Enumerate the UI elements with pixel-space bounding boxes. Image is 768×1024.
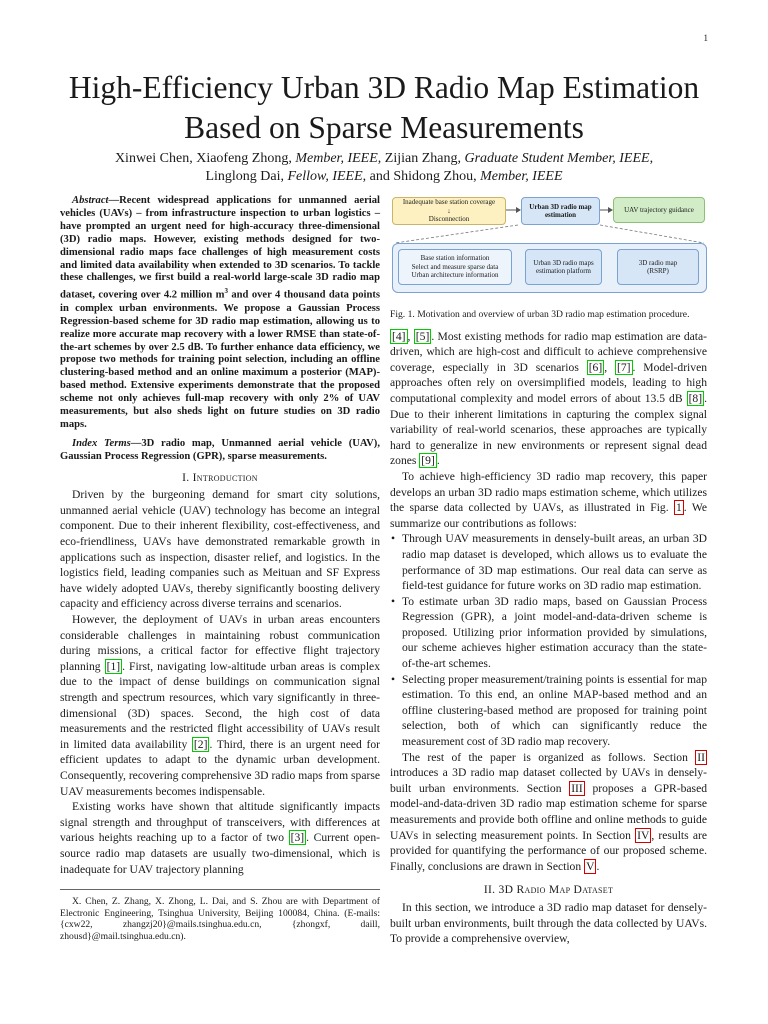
right-column <box>390 195 707 947</box>
citation-link[interactable]: [4] <box>392 329 406 343</box>
author-title: Graduate Student Member, IEEE <box>464 151 650 166</box>
section-link[interactable]: II <box>697 750 705 764</box>
figure-caption: Fig. 1. Motivation and overview of urban 3D radio map estimation procedure. <box>390 309 690 320</box>
title-line-2: Based on Sparse Measurements <box>184 110 584 145</box>
paragraph: In this section, we introduce a 3D radio map dataset for densely-built urban environments, built through the data collected by UAVs. To provide a comprehensive overview, <box>390 900 707 946</box>
authors-line-2 <box>40 168 728 186</box>
citation-link[interactable]: [7] <box>616 360 631 374</box>
citation-link[interactable]: [5] <box>415 329 430 343</box>
text: . Due to their inherent limitations in capturing the complex signal variability of real-world scenarios, these approaches are typically hard to generalize in new environments or represent signal dead zones <box>390 391 707 468</box>
text: However, the deployment of UAVs in urban areas encounters considerable challenges in maintaining robust communication during missions, a critical factor for effective flight trajectory planning <box>60 613 380 673</box>
citation-link[interactable]: [2] <box>193 737 208 751</box>
figure-1-diagram <box>390 195 707 305</box>
authors-line-1 <box>40 150 728 168</box>
box-text: Urban architecture information <box>411 271 499 280</box>
down-arrow-icon: ↓ <box>447 206 451 215</box>
box-text: 3D radio map <box>638 258 678 267</box>
authors-text: , Zijian Zhang, <box>377 151 465 166</box>
paragraph: [4] , [5] . Most existing methods for radio map estimation are data-driven, which are high-cost and difficult to achieve comprehensive coverage, especially in 3D scenarios [6] , [7] . Model-driven approaches often rely on oversimplified models, leading to high computational complexity and model errors of about 13.5 dB [8] . Due to their inherent limitations in capturing the complex signal variability of real-world scenarios, these approaches are typically hard to generalize in new environments or represent signal dead zones [9] . <box>390 329 708 468</box>
text: Existing works have shown that altitude significantly impacts signal strength and throughput of transceivers, with differences at various heights reaching up to a factor of two <box>60 800 380 845</box>
box-trajectory <box>613 197 705 223</box>
paragraph: Driven by the burgeoning demand for smart city solutions, unmanned aerial vehicle (UAV) technology has become an integral component. Due to their inherent flexibility, cost-effectiveness, and eco-friendliness, UAVs have demonstrated remarkable growth in applications such as inspection, disaster relief, and logistics. In the logistics field, leading companies such as Meituan and SF Express have widely adopted UAVs, thereby significantly boosting delivery capacity and efficiency across diverse terrains and scenarios. <box>60 488 380 611</box>
text: . Third, there is an urgent need for efficient updates to adapt to the dynamic urban development. Consequently, recovering comprehensive 3D radio maps from sparse UAV measurements becomes indispensable. <box>60 737 380 798</box>
box-text: Urban 3D radio maps estimation platform <box>533 258 594 275</box>
box-platform <box>525 249 602 285</box>
paragraph <box>60 799 380 877</box>
affiliation-footnote: X. Chen, Z. Zhang, X. Zhong, L. Dai, and S. Zhou are with Department of Electronic Engineering, Tsinghua University, Beijing 100084, China. (E-mails: {cxw22, zhangzj20}@mails.tsinghua.edu.cn, {zhongxf, daill, zhousd}@mail.tsinghua.edu.cn). <box>60 889 380 942</box>
abstract-text: and over 4 thousand data points in complex urban environments. We propose a Gaussian Process Regression-based scheme for 3D radio map estimation, allowing us to realize more accurate map recovery with a lower RMSE than state-of-the-art schemes by over 2.5 dB. To further enhance data efficiency, we propose two methods for training point selection, including an offline clustering-based method and an online maximum a posterior (MAP)-based method. Extensive experiments demonstrate that the proposed scheme not only achieves full-map recovery with only 2% of UAV measurements, but also sheds light on future studies on 3D radio maps. <box>60 289 380 430</box>
paragraph <box>390 469 707 531</box>
left-column <box>60 195 380 942</box>
dashed-line <box>395 225 518 243</box>
citation-link[interactable]: [8] <box>688 391 703 405</box>
title-line-1: High-Efficiency Urban 3D Radio Map Estimation <box>68 70 700 105</box>
citation-link[interactable]: [6] <box>588 360 603 374</box>
author-list <box>40 150 728 186</box>
text: . Most existing methods for radio map estimation are data-driven, which are high-cost and difficult to achieve comprehensive coverage, especially in 3D scenarios <box>390 329 708 374</box>
authors-text: , <box>649 151 654 166</box>
box-text: Disconnection <box>428 215 470 224</box>
section-heading-introduction: I. Introduction <box>182 470 258 484</box>
box-text: UAV trajectory guidance <box>624 205 694 214</box>
text: . <box>436 454 440 468</box>
box-radio-map <box>617 249 699 285</box>
figure-link[interactable]: 1 <box>675 501 682 515</box>
box-text: Inadequate base station coverage <box>402 198 496 207</box>
text: . Current open-source radio map datasets are usually two-dimensional, which is inadequate for UAV trajectory planning <box>60 831 380 876</box>
contribution-list <box>390 531 707 749</box>
box-text: Urban 3D radio map estimation <box>529 202 592 219</box>
citation-link[interactable]: [9] <box>421 454 435 468</box>
text: proposes a GPR-based model-and-data-driven 3D radio map estimation scheme for sparse measurements and provide both offline and online methods to guide UAVs in selecting measurement points. In Section <box>390 781 708 842</box>
text: . <box>596 859 600 873</box>
citation-link[interactable]: [3] <box>290 831 305 845</box>
text: . First, navigating low-altitude urban areas is complex due to the impact of dense buildings on communication signal strength and spectrum resources, which vary significantly in three-dimensional (3D) spaces. Second, the high cost of data measurements and the restricted flight accessibility of UAVs result in limited data availability <box>60 659 380 751</box>
author-title: Member, IEEE <box>480 169 563 184</box>
list-item: • To estimate urban 3D radio maps, based on Gaussian Process Regression (GPR), a joint model-and-data-driven scheme is proposed. Utilizing prior information provided by simulations, our scheme achieves higher estimation accuracy than the state-of-the-art schemes. <box>402 594 707 672</box>
abstract-label: Abstract <box>72 195 109 206</box>
box-text: Select and measure sparse data <box>411 262 499 271</box>
box-inputs <box>398 249 512 285</box>
section-link[interactable]: III <box>571 781 583 795</box>
authors-text: , and Shidong Zhou, <box>362 169 481 184</box>
paper-title <box>40 68 728 148</box>
section-heading-dataset: II. 3D Radio Map Dataset <box>483 883 614 897</box>
list-item: • Selecting proper measurement/training points is essential for map estimation. To this end, an online MAP-based method and an offline clustering-based method are proposed for training point selection, both of which can significantly reduce the measurement cost of 3D radio map recovery. <box>402 672 707 750</box>
abstract-superscript: 3 <box>224 287 228 296</box>
index-terms-label: Index Terms <box>72 437 131 449</box>
dashed-line <box>600 225 704 243</box>
abstract-text: —Recent widespread applications for unmanned aerial vehicles (UAVs) – from infrastructure inspection to urban logistics – have prompted an urgent need for high-accuracy three-dimensional (3D) radio maps. However, existing methods designed for two-dimensional radio maps face challenges of high measurement costs and limited data availability when extended to 3D scenarios. To tackle these challenges, we first build a real-world large-scale 3D radio map dataset, covering over 4.2 million m <box>60 195 380 301</box>
text: . We summarize our contributions as follows: <box>390 501 707 530</box>
text: The rest of the paper is organized as follows. Section <box>402 750 696 764</box>
index-terms-text: —3D radio map, Unmanned aerial vehicle (UAV), Gaussian Process Regression (GPR), sparse measurements. <box>60 437 380 462</box>
box-motivation <box>392 197 506 225</box>
box-estimation <box>521 197 600 225</box>
text: To achieve high-efficiency 3D radio map recovery, this paper develops an urban 3D radio maps estimation scheme, which utilizes the sparse data collected by UAVs, as illustrated in Fig. <box>390 469 707 515</box>
author-title: Member, IEEE <box>295 151 378 166</box>
author-title: Fellow, IEEE <box>287 169 363 184</box>
abstract <box>60 195 380 432</box>
text: . Model-driven approaches often rely on oversimplified models, leading to high computational complexity and model errors of about 13.5 dB <box>390 360 708 405</box>
section-link[interactable]: IV <box>637 828 650 842</box>
citation-link[interactable]: [1] <box>106 659 121 673</box>
box-text: Base station information <box>420 254 490 263</box>
paragraph <box>60 612 380 799</box>
section-link[interactable]: V <box>586 859 595 873</box>
text: introduces a 3D radio map dataset collected by UAVs in densely-built urban environments. Section <box>390 766 707 795</box>
authors-text: Xinwei Chen, Xiaofeng Zhong, <box>114 151 296 166</box>
index-terms <box>60 438 380 464</box>
box-text: (RSRP) <box>647 267 669 275</box>
text: , results are provided for quantifying the performance of our proposed scheme. Finally, conclusions are drawn in Section <box>390 828 707 873</box>
page-number: 1 <box>703 33 708 43</box>
authors-text: Linglong Dai, <box>205 169 288 184</box>
list-item: • Through UAV measurements in densely-built areas, an urban 3D radio map dataset is developed, which allows us to evaluate the performance of 3D map estimations. Our real data can serve as field-test guidance for future works on 3D radio map estimation. <box>402 531 707 593</box>
paragraph <box>390 750 707 875</box>
